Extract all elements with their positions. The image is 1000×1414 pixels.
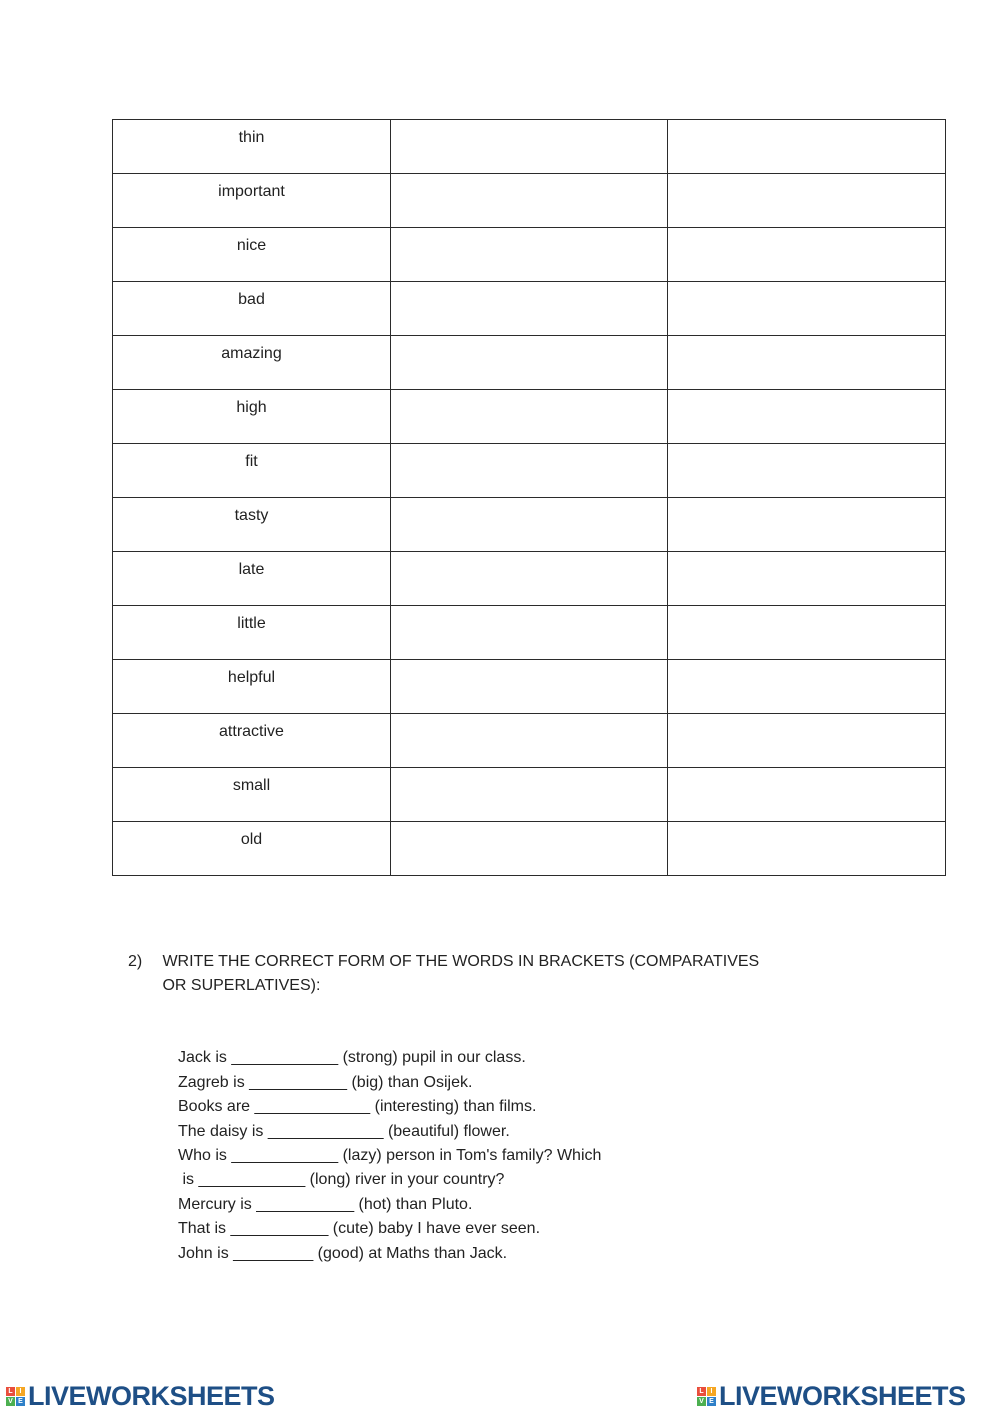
table-row (113, 822, 946, 876)
logo-text: LIVEWORKSHEETS (28, 1380, 275, 1411)
comparative-answer-cell[interactable] (391, 228, 668, 282)
superlative-answer-cell[interactable] (668, 498, 946, 552)
table-row (113, 282, 946, 336)
sentence-list (178, 1022, 601, 1266)
adjective-cell: tasty (113, 498, 391, 552)
superlative-answer-cell[interactable] (668, 336, 946, 390)
table-row (113, 714, 946, 768)
comparative-answer-cell[interactable] (391, 390, 668, 444)
table-row (113, 120, 946, 174)
comparative-answer-cell[interactable] (391, 552, 668, 606)
logo-text: LIVEWORKSHEETS (719, 1380, 966, 1411)
sentence-line: Jack is ____________ (strong) pupil in our class. (178, 1049, 526, 1067)
sentence-line: That is ___________ (cute) baby I have ever seen. (178, 1220, 541, 1238)
table-row (113, 768, 946, 822)
adjectives-table (112, 119, 946, 876)
comparative-answer-cell[interactable] (391, 714, 668, 768)
comparative-answer-cell[interactable] (391, 336, 668, 390)
logo-mark-letter: E (16, 1397, 25, 1406)
superlative-answer-cell[interactable] (668, 174, 946, 228)
superlative-answer-cell[interactable] (668, 228, 946, 282)
table-row (113, 444, 946, 498)
logo-mark-letter: E (707, 1397, 716, 1406)
adjective-cell: bad (113, 282, 391, 336)
adjectives-table-body (113, 120, 946, 876)
sentence-line: Zagreb is ___________ (big) than Osijek. (178, 1073, 473, 1091)
adjective-cell: little (113, 606, 391, 660)
table-row (113, 174, 946, 228)
sentence-line: Who is ____________ (lazy) person in Tom's family? Which (178, 1147, 602, 1165)
adjective-cell: helpful (113, 660, 391, 714)
sentence-line: Books are _____________ (interesting) than films. (178, 1098, 537, 1116)
table-row (113, 606, 946, 660)
adjective-cell: high (113, 390, 391, 444)
logo-mark-letter: L (697, 1387, 706, 1396)
table-row (113, 660, 946, 714)
comparative-answer-cell[interactable] (391, 768, 668, 822)
adjective-cell: important (113, 174, 391, 228)
table-row (113, 228, 946, 282)
task-number: 2) (128, 953, 143, 970)
task-instruction: WRITE THE CORRECT FORM OF THE WORDS IN BRACKETS (COMPARATIVES OR SUPERLATIVES): (162, 953, 760, 994)
superlative-answer-cell[interactable] (668, 660, 946, 714)
liveworksheets-mark-icon (6, 1387, 25, 1406)
sentence-line: is ____________ (long) river in your country? (178, 1171, 505, 1189)
adjective-cell: nice (113, 228, 391, 282)
table-row (113, 498, 946, 552)
comparative-answer-cell[interactable] (391, 606, 668, 660)
comparative-answer-cell[interactable] (391, 174, 668, 228)
superlative-answer-cell[interactable] (668, 714, 946, 768)
superlative-answer-cell[interactable] (668, 606, 946, 660)
comparative-answer-cell[interactable] (391, 660, 668, 714)
sentence-line: Mercury is ___________ (hot) than Pluto. (178, 1195, 473, 1213)
adjective-cell: small (113, 768, 391, 822)
adjective-cell: amazing (113, 336, 391, 390)
comparative-answer-cell[interactable] (391, 120, 668, 174)
superlative-answer-cell[interactable] (668, 768, 946, 822)
liveworksheets-mark-icon (697, 1387, 716, 1406)
superlative-answer-cell[interactable] (668, 120, 946, 174)
superlative-answer-cell[interactable] (668, 822, 946, 876)
logo-mark-letter: V (6, 1397, 15, 1406)
sentence-line: John is _________ (good) at Maths than Jack. (178, 1244, 508, 1262)
superlative-answer-cell[interactable] (668, 444, 946, 498)
table-row (113, 390, 946, 444)
comparative-answer-cell[interactable] (391, 444, 668, 498)
comparative-answer-cell[interactable] (391, 498, 668, 552)
adjective-cell: fit (113, 444, 391, 498)
logo-mark-letter: L (6, 1387, 15, 1396)
task-2 (128, 950, 828, 998)
sentence-line: The daisy is _____________ (beautiful) flower. (178, 1122, 510, 1140)
logo-mark-letter: V (697, 1397, 706, 1406)
comparative-answer-cell[interactable] (391, 822, 668, 876)
adjective-cell: old (113, 822, 391, 876)
table-row (113, 552, 946, 606)
adjective-cell: thin (113, 120, 391, 174)
logo-mark-letter: I (707, 1387, 716, 1396)
logo-mark-letter: I (16, 1387, 25, 1396)
adjective-cell: late (113, 552, 391, 606)
superlative-answer-cell[interactable] (668, 282, 946, 336)
superlative-answer-cell[interactable] (668, 390, 946, 444)
liveworksheets-logo-right (697, 1378, 966, 1414)
superlative-answer-cell[interactable] (668, 552, 946, 606)
table-row (113, 336, 946, 390)
adjective-cell: attractive (113, 714, 391, 768)
liveworksheets-logo-left (6, 1378, 275, 1414)
comparative-answer-cell[interactable] (391, 282, 668, 336)
